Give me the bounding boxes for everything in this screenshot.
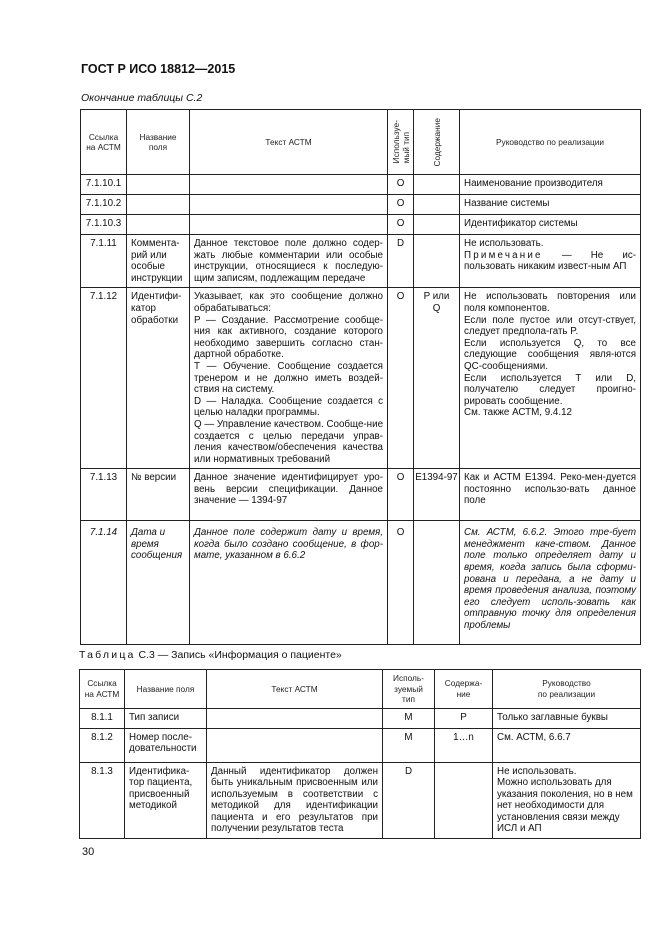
header-ref: Ссылка на АСТМ (81, 110, 127, 175)
cell-ref: 8.1.1 (80, 708, 125, 728)
table-row (80, 708, 641, 728)
cell-ref: 7.1.14 (81, 521, 127, 645)
table-row (81, 469, 641, 521)
header-name: Название поля (127, 110, 190, 175)
cell-text (190, 175, 388, 195)
cell-name: Тип записи (125, 708, 207, 728)
cell-ref: 8.1.2 (80, 728, 125, 762)
cell-content: E1394-97 (414, 469, 460, 521)
cell-type: O (388, 215, 414, 235)
cell-content: P или Q (414, 288, 460, 469)
cell-ref: 7.1.10.2 (81, 195, 127, 215)
page-number: 30 (82, 846, 95, 858)
cell-guide: См. АСТМ, 6.6.7 (493, 728, 641, 762)
cell-name (127, 195, 190, 215)
cell-guide: Только заглавные буквы (493, 708, 641, 728)
cell-type: O (388, 469, 414, 521)
guide-note (464, 250, 636, 273)
cell-content (414, 175, 460, 195)
cell-content: P (435, 708, 493, 728)
cell-text (207, 728, 383, 762)
table-row (81, 215, 641, 235)
cell-text (190, 195, 388, 215)
table-c2 (80, 109, 641, 645)
cell-name: Идентифика- тор пациента, присвоенный методикой (125, 762, 207, 839)
cell-name: Дата и время сообщения (127, 521, 190, 645)
header-used-type: Используе- мый тип (390, 120, 411, 164)
cell-name: № версии (127, 469, 190, 521)
cell-ref: 8.1.3 (80, 762, 125, 839)
table-row (81, 288, 641, 469)
table-c2-header-row (81, 110, 641, 175)
note-label: Примечание (464, 249, 543, 261)
caption-text: С.3 — Запись «Информация о пациенте» (135, 649, 342, 661)
cell-guide (460, 235, 641, 288)
table-row (80, 762, 641, 839)
document-title: ГОСТ Р ИСО 18812—2015 (81, 62, 236, 76)
cell-text: Данное значение идентифицирует уро-вень версии спецификации. Данное значение — 1394-97 (190, 469, 388, 521)
cell-type: M (383, 708, 435, 728)
cell-type: O (388, 195, 414, 215)
cell-type: D (383, 762, 435, 839)
header-ref: Ссылка на АСТМ (80, 670, 125, 709)
cell-ref: 7.1.10.1 (81, 175, 127, 195)
cell-guide: Не использовать повторения или поля компонентов. Если поле пустое или отсут-ствует, следует предпола-гать P. Если используется Q, то все следующие сообщения явля-ются QC-сообщениями. Если используется T или D, получателю следует проигно-рировать сообщение. См. также АСТМ, 9.4.12 (460, 288, 641, 469)
cell-name (127, 215, 190, 235)
cell-type: D (388, 235, 414, 288)
cell-guide: См. АСТМ, 6.6.2. Этого тре-бует менеджмент каче-ством. Данное поле только определяет дату и время, когда запись была сформи-рована и передана, а не дату и время проведения анализа, поэтому его следует исполь-зовать как отправную точку для определения проблемы (460, 521, 641, 645)
table-row (81, 195, 641, 215)
cell-guide: Название системы (460, 195, 641, 215)
cell-text (190, 215, 388, 235)
cell-guide: Идентификатор системы (460, 215, 641, 235)
table-row (81, 235, 641, 288)
cell-text (207, 708, 383, 728)
table-row (80, 728, 641, 762)
cell-text: Данное текстовое поле должно содер-жать любые комментарии или особые инструкции, относящиеся к последую-щим записям, подлежащим передаче (190, 235, 388, 288)
cell-type: O (388, 175, 414, 195)
table-row (81, 521, 641, 645)
table-row (81, 175, 641, 195)
cell-content (414, 195, 460, 215)
table-c3-header-row (80, 670, 641, 709)
cell-content (435, 762, 493, 839)
cell-name: Номер после- довательности (125, 728, 207, 762)
cell-name: Идентифи- катор обработки (127, 288, 190, 469)
cell-ref: 7.1.13 (81, 469, 127, 521)
cell-text: Указывает, как это сообщение должно обрабатываться: P — Создание. Рассмотрение сообще-ния как активного, создание которого необходимо завершить согласно стан-дартной обработке. T — Обучение. Сообщение создается тренером и не должно иметь воздей-ствия на систему. D — Наладка. Сообщение создается с целью наладки программы. Q — Управление качеством. Сообще-ние создается с целью передачи управ-ления качеством/обеспечения качества или нормативных требований (190, 288, 388, 469)
cell-guide: Не использовать. Можно использовать для указания поколения, но в нем нет необходимости для установления связи между ИСЛ и АП (493, 762, 641, 839)
header-text: Текст АСТМ (207, 670, 383, 709)
header-name: Название поля (125, 670, 207, 709)
note-text: — Не ис-пользовать никаким извест-ным АП (464, 249, 636, 273)
cell-ref: 7.1.11 (81, 235, 127, 288)
cell-type: M (383, 728, 435, 762)
cell-content: 1…n (435, 728, 493, 762)
cell-guide: Наименование производителя (460, 175, 641, 195)
header-guide: Руководство по реализации (460, 110, 641, 175)
cell-content (414, 215, 460, 235)
guide-line: Не использовать. (464, 238, 544, 249)
cell-type: O (388, 288, 414, 469)
cell-name: Коммента- рий или особые инструкции (127, 235, 190, 288)
cell-ref: 7.1.10.3 (81, 215, 127, 235)
cell-text: Данное поле содержит дату и время, когда было создано сообщение, в фор-мате, указанном в 6.6.2 (190, 521, 388, 645)
header-content: Содержа- ние (435, 670, 493, 709)
table-c3-caption (79, 649, 342, 661)
cell-text: Данный идентификатор должен быть уникальным присвоенным или используемым в соответствии с методикой для идентификации пациента и его результатов при получении результатов теста (207, 762, 383, 839)
header-text: Текст АСТМ (190, 110, 388, 175)
table-c3 (79, 669, 641, 839)
table-c2-caption: Окончание таблицы С.2 (81, 92, 203, 104)
header-guide: Руководство по реализации (493, 670, 641, 709)
cell-ref: 7.1.12 (81, 288, 127, 469)
header-content: Содержание (431, 117, 442, 167)
caption-label: Таблица (79, 649, 136, 661)
cell-name (127, 175, 190, 195)
cell-content (414, 521, 460, 645)
cell-guide: Как и АСТМ E1394. Реко-мен-дуется постоянно использо-вать данное поле (460, 469, 641, 521)
cell-content (414, 235, 460, 288)
cell-type: O (388, 521, 414, 645)
header-used-type: Исполь- зуемый тип (383, 670, 435, 709)
